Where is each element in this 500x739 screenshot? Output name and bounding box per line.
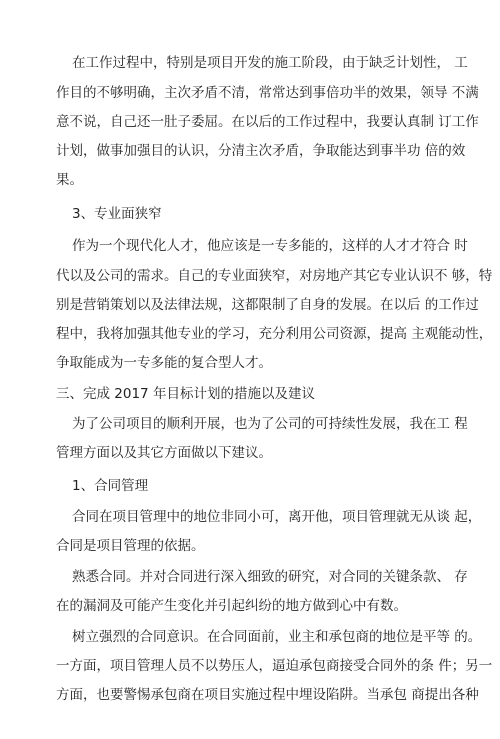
text-line-18: 熟悉合同。并对合同进行深入细致的研究，对合同的关键条款、 存 bbox=[72, 569, 468, 585]
text-line-7: 作为一个现代化人才，他应该是一专多能的，这样的人才才符合 时 bbox=[72, 238, 468, 254]
text-line-2: 作目的不够明确，主次矛盾不清，常常达到事倍功半的效果，领导 不满 bbox=[56, 85, 479, 101]
text-line-21: 一方面，项目管理人员不以势压人，逼迫承包商接受合同外的条 件；另一 bbox=[56, 658, 493, 674]
text-line-8: 代以及公司的需求。自己的专业面狭窄，对房地产其它专业认识不 够，特 bbox=[56, 268, 493, 284]
section-heading-2017-measures: 三、完成 2017 年目标计划的措施以及建议 bbox=[56, 386, 315, 402]
text-line-3: 意不说，自己还一肚子委屈。在以后的工作过程中，我要认真制 订工作 bbox=[56, 114, 479, 130]
text-line-1: 在工作过程中，特别是项目开发的施工阶段，由于缺乏计划性， 工 bbox=[72, 55, 468, 71]
text-line-9: 别是营销策划以及法律法规，这都限制了自身的发展。在以后 的工作过 bbox=[56, 297, 479, 313]
text-line-20: 树立强烈的合同意识。在合同面前，业主和承包商的地位是平等 的。 bbox=[72, 629, 482, 645]
section-heading-contract-management: 1、合同管理 bbox=[72, 478, 149, 494]
text-line-17: 合同是项目管理的依据。 bbox=[56, 538, 205, 554]
text-line-5: 果。 bbox=[56, 172, 83, 188]
text-line-19: 在的漏洞及可能产生变化并引起纠纷的地方做到心中有数。 bbox=[56, 598, 407, 614]
section-heading-professional-scope: 3、专业面狭窄 bbox=[72, 206, 162, 222]
text-line-11: 争取能成为一专多能的复合型人才。 bbox=[56, 355, 272, 371]
text-line-22: 方面，也要警惕承包商在项目实施过程中埋设陷阱。当承包 商提出各种 bbox=[56, 687, 479, 703]
text-line-10: 程中，我将加强其他专业的学习，充分利用公司资源，提高 主观能动性， bbox=[56, 326, 493, 342]
text-line-14: 管理方面以及其它方面做以下建议。 bbox=[56, 445, 272, 461]
text-line-16: 合同在项目管理中的地位非同小可，离开他，项目管理就无从谈 起， bbox=[72, 509, 482, 525]
text-line-4: 计划，做事加强目的认识，分清主次矛盾，争取能达到事半功 倍的效 bbox=[56, 143, 466, 159]
text-line-13: 为了公司项目的顺利开展，也为了公司的可持续性发展，我在工 程 bbox=[72, 416, 468, 432]
